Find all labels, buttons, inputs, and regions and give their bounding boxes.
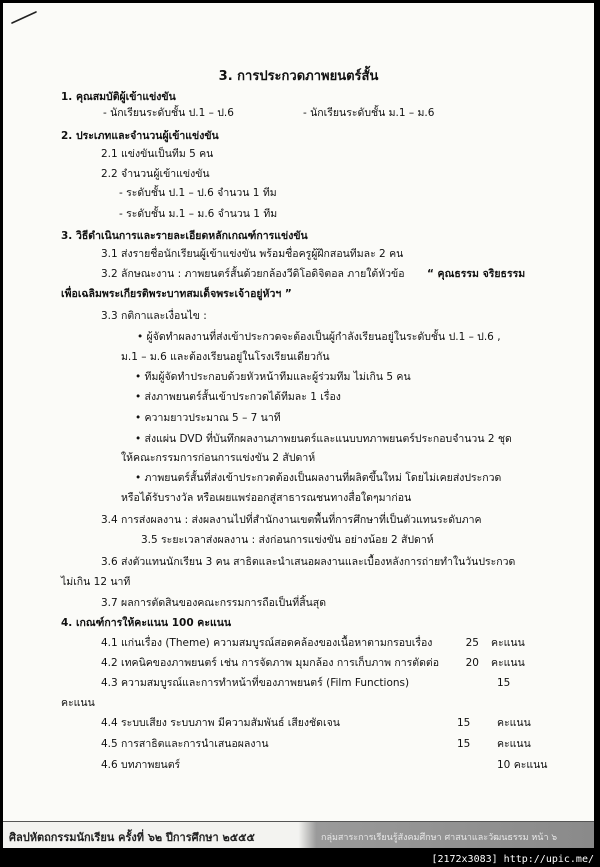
pen-stroke-mark bbox=[10, 9, 40, 25]
criterion-label: 4.4 ระบบเสียง ระบบภาพ มีความสัมพันธ์ เสียงชัดเจน bbox=[101, 717, 340, 729]
criterion-score: 15 bbox=[457, 738, 471, 750]
criterion-score: 20 bbox=[465, 657, 479, 669]
criterion-unit: คะแนน bbox=[497, 738, 531, 750]
criterion-label: 4.6 บทภาพยนตร์ bbox=[101, 759, 181, 771]
criterion-label: 4.2 เทคนิคของภาพยนตร์ เช่น การจัดภาพ มุมกล้อง การเก็บภาพ การตัดต่อ bbox=[101, 657, 440, 669]
section-3-item: 3.7 ผลการตัดสินของคณะกรรมการถือเป็นที่สิ้นสุด bbox=[101, 597, 327, 609]
page-title: 3. การประกวดภาพยนตร์สั้น bbox=[218, 69, 379, 84]
section-4-heading: 4. เกณฑ์การให้คะแนน 100 คะแนน bbox=[61, 617, 232, 629]
image-host-stamp: [2172x3083] http://upic.me/ bbox=[431, 854, 594, 865]
section-2-subitem: - ระดับชั้น ป.1 – ป.6 จำนวน 1 ทีม bbox=[119, 187, 277, 199]
criterion-score: 10 คะแนน bbox=[497, 759, 548, 771]
section-1-item: - นักเรียนระดับชั้น ม.1 – ม.6 bbox=[303, 107, 435, 119]
section-2-item: 2.1 แข่งขันเป็นทีม 5 คน bbox=[101, 148, 214, 160]
document-page bbox=[3, 3, 594, 848]
section-1-heading: 1. คุณสมบัติผู้เข้าแข่งขัน bbox=[61, 91, 176, 103]
rule-bullet: • ทีมผู้จัดทำประกอบด้วยหัวหน้าทีมและผู้ร่วมทีม ไม่เกิน 5 คน bbox=[135, 371, 411, 383]
section-3-item: 3.4 การส่งผลงาน : ส่งผลงานไปที่สำนักงานเขตพื้นที่การศึกษาที่เป็นตัวแทนระดับภาค bbox=[101, 514, 482, 526]
rule-bullet: • ผู้จัดทำผลงานที่ส่งเข้าประกวดจะต้องเป็นผู้กำลังเรียนอยู่ในระดับชั้น ป.1 – ป.6 , bbox=[137, 331, 501, 343]
criterion-unit: คะแนน bbox=[491, 637, 525, 649]
criterion-label: 4.3 ความสมบูรณ์และการทำหน้าที่ของภาพยนตร์ (Film Functions) bbox=[101, 677, 410, 689]
section-3-item: 3.2 ลักษณะงาน : ภาพยนตร์สั้นด้วยกล้องวีดิโอดิจิตอล ภายใต้หัวข้อ bbox=[101, 268, 405, 280]
section-3-item-cont: ไม่เกิน 12 นาที bbox=[61, 576, 131, 588]
rule-bullet-cont: ม.1 – ม.6 และต้องเรียนอยู่ในโรงเรียนเดียวกัน bbox=[121, 351, 330, 363]
criterion-label: 4.5 การสาธิตและการนำเสนอผลงาน bbox=[101, 738, 269, 750]
section-3-quote-cont: เพื่อเฉลิมพระเกียรติพระบาทสมเด็จพระเจ้าอยู่หัวฯ ” bbox=[61, 288, 292, 300]
section-3-item: 3.6 ส่งตัวแทนนักเรียน 3 คน สาธิตและนำเสนอผลงานและเบื้องหลังการถ่ายทำในวันประกวด bbox=[101, 556, 516, 568]
rule-bullet: • ภาพยนตร์สั้นที่ส่งเข้าประกวดต้องเป็นผลงานที่ผลิตขึ้นใหม่ โดยไม่เคยส่งประกวด bbox=[135, 472, 502, 484]
section-3-quote: “ คุณธรรม จริยธรรม bbox=[427, 268, 526, 280]
criterion-score: 15 bbox=[497, 677, 511, 689]
rule-bullet-cont: หรือได้รับรางวัล หรือเผยแพร่ออกสู่สาธารณชนทางสื่อใดๆมาก่อน bbox=[121, 492, 412, 504]
criterion-score: 15 bbox=[457, 717, 471, 729]
page-footer bbox=[3, 821, 594, 848]
section-3-item: 3.5 ระยะเวลาส่งผลงาน : ส่งก่อนการแข่งขัน อย่างน้อย 2 สัปดาห์ bbox=[141, 534, 434, 546]
section-3-item: 3.1 ส่งรายชื่อนักเรียนผู้เข้าแข่งขัน พร้อมชื่อครูผู้ฝึกสอนทีมละ 2 คน bbox=[101, 248, 404, 260]
section-1-item: - นักเรียนระดับชั้น ป.1 – ป.6 bbox=[103, 107, 234, 119]
section-3-heading: 3. วิธีดำเนินการและรายละเอียดหลักเกณฑ์การแข่งขัน bbox=[61, 230, 308, 242]
footer-right-text: กลุ่มสาระการเรียนรู้สังคมศึกษา ศาสนาและวัฒนธรรม หน้า ๖ bbox=[321, 833, 558, 843]
criterion-score: 25 bbox=[465, 637, 479, 649]
rule-bullet: • ส่งภาพยนตร์สั้นเข้าประกวดได้ทีมละ 1 เรื่อง bbox=[135, 391, 341, 403]
criterion-unit: คะแนน bbox=[497, 717, 531, 729]
criterion-unit: คะแนน bbox=[491, 657, 525, 669]
criterion-unit: คะแนน bbox=[61, 697, 95, 709]
rule-bullet: • ส่งแผ่น DVD ที่บันทึกผลงานภาพยนตร์และแนบบทภาพยนตร์ประกอบจำนวน 2 ชุด bbox=[135, 433, 512, 445]
footer-left-text: ศิลปหัตถกรรมนักเรียน ครั้งที่ ๖๒ ปีการศึกษา ๒๕๕๕ bbox=[9, 831, 255, 844]
section-3-item: 3.3 กติกาและเงื่อนไข : bbox=[101, 310, 207, 322]
section-2-subitem: - ระดับชั้น ม.1 – ม.6 จำนวน 1 ทีม bbox=[119, 208, 278, 220]
section-2-heading: 2. ประเภทและจำนวนผู้เข้าแข่งขัน bbox=[61, 130, 219, 142]
rule-bullet: • ความยาวประมาณ 5 – 7 นาที bbox=[135, 412, 281, 424]
section-2-item: 2.2 จำนวนผู้เข้าแข่งขัน bbox=[101, 168, 210, 180]
rule-bullet-cont: ให้คณะกรรมการก่อนการแข่งขัน 2 สัปดาห์ bbox=[121, 452, 316, 464]
criterion-label: 4.1 แก่นเรื่อง (Theme) ความสมบูรณ์สอดคล้องของเนื้อหาตามกรอบเรื่อง bbox=[101, 637, 433, 649]
